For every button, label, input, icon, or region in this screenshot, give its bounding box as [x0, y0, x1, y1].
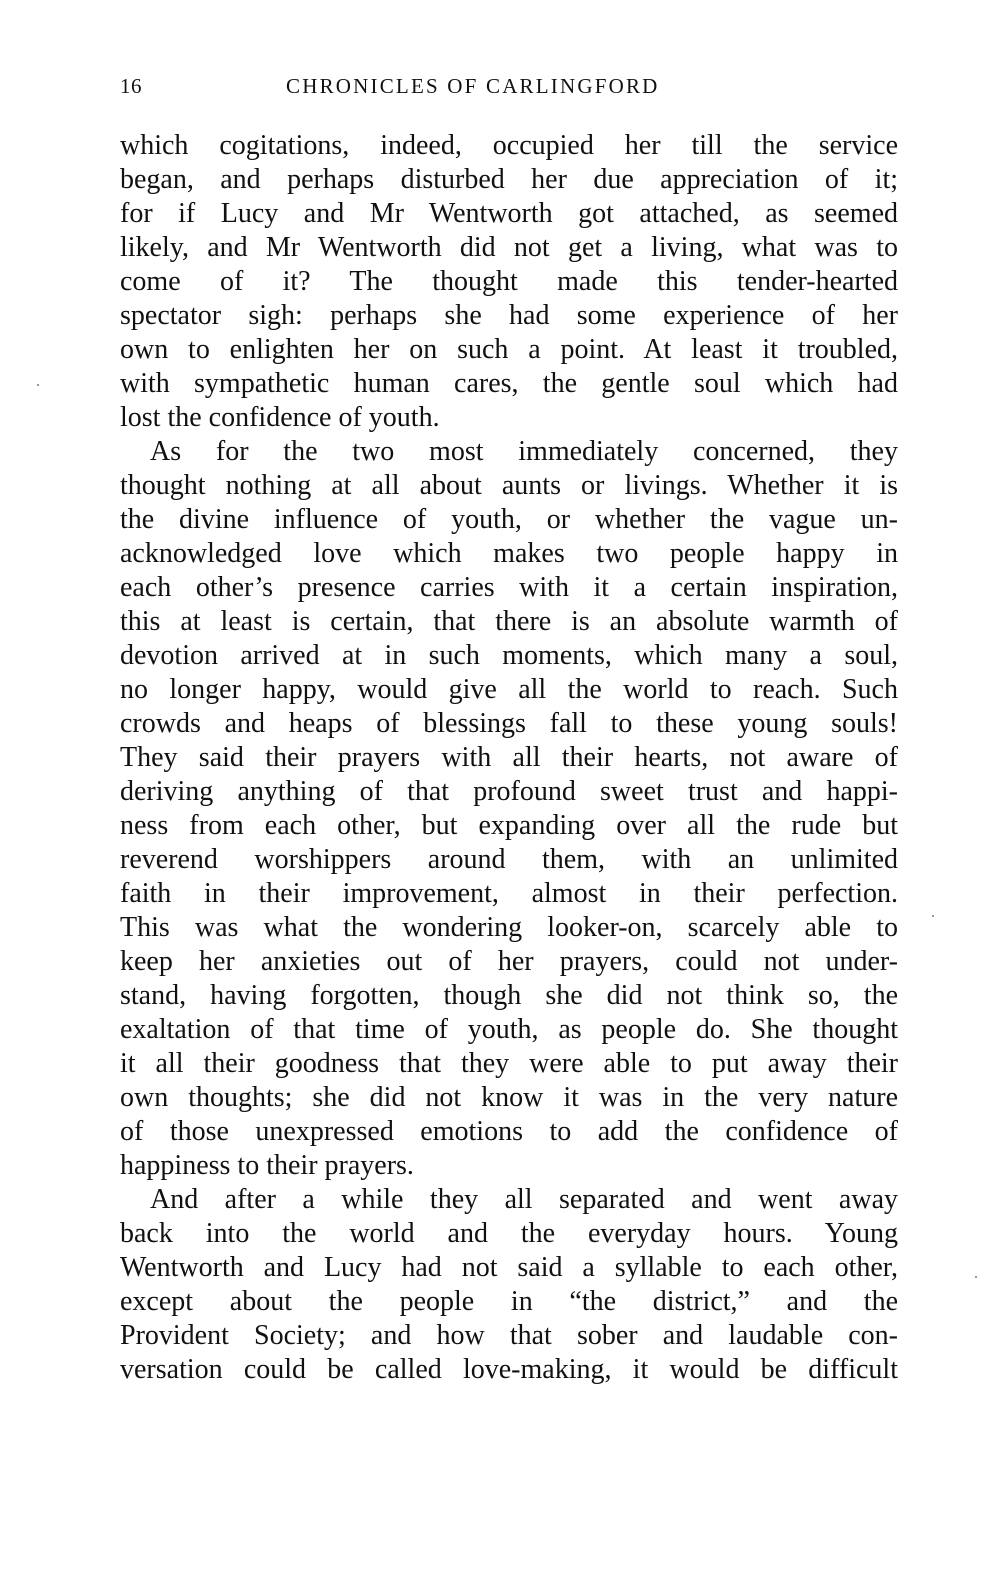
text-line: each other’s presence carries with it a certain inspiration, — [120, 572, 898, 603]
text-line: faith in their improvement, almost in their perfection. — [120, 878, 898, 909]
text-line: This was what the wondering looker-on, scarcely able to — [120, 912, 898, 943]
text-line: back into the world and the everyday hours. Young — [120, 1218, 898, 1249]
text-line: keep her anxieties out of her prayers, could not under- — [120, 946, 898, 977]
text-line: And after a while they all separated and went away — [150, 1184, 898, 1215]
text-line: come of it? The thought made this tender-hearted — [120, 266, 898, 297]
text-line: stand, having forgotten, though she did not think so, the — [120, 980, 898, 1011]
text-line: happiness to their prayers. — [120, 1150, 414, 1181]
text-line: which cogitations, indeed, occupied her till the service — [120, 130, 898, 161]
text-line: began, and perhaps disturbed her due appreciation of it; — [120, 164, 898, 195]
text-line: for if Lucy and Mr Wentworth got attached, as seemed — [120, 198, 898, 229]
text-line: of those unexpressed emotions to add the confidence of — [120, 1116, 898, 1147]
text-line: likely, and Mr Wentworth did not get a living, what was to — [120, 232, 898, 263]
text-line: with sympathetic human cares, the gentle soul which had — [120, 368, 898, 399]
text-line: reverend worshippers around them, with an unlimited — [120, 844, 898, 875]
text-line: it all their goodness that they were able to put away their — [120, 1048, 898, 1079]
text-line: versation could be called love-making, it would be difficult — [120, 1354, 898, 1385]
text-line: own to enlighten her on such a point. At least it troubled, — [120, 334, 898, 365]
text-line: the divine influence of youth, or whether the vague un- — [120, 504, 898, 535]
text-line: this at least is certain, that there is an absolute warmth of — [120, 606, 898, 637]
text-line: Wentworth and Lucy had not said a syllable to each other, — [120, 1252, 898, 1283]
text-line: thought nothing at all about aunts or livings. Whether it is — [120, 470, 898, 501]
running-title: CHRONICLES OF CARLINGFORD — [286, 74, 660, 98]
text-line: As for the two most immediately concerned, they — [150, 436, 898, 467]
text-line: own thoughts; she did not know it was in the very nature — [120, 1082, 898, 1113]
text-line: They said their prayers with all their hearts, not aware of — [120, 742, 898, 773]
text-line: lost the confidence of youth. — [120, 402, 440, 433]
text-line: deriving anything of that profound sweet trust and happi- — [120, 776, 898, 807]
text-line: devotion arrived at in such moments, which many a soul, — [120, 640, 898, 671]
body-text — [120, 129, 898, 1387]
text-line: ness from each other, but expanding over all the rude but — [120, 810, 898, 841]
scan-speck — [932, 915, 934, 917]
scan-speck — [37, 384, 39, 386]
text-line: no longer happy, would give all the world to reach. Such — [120, 674, 898, 705]
text-line: crowds and heaps of blessings fall to these young souls! — [120, 708, 898, 739]
text-line: except about the people in “the district,” and the — [120, 1286, 898, 1317]
scan-speck — [975, 1276, 977, 1278]
text-line: spectator sigh: perhaps she had some experience of her — [120, 300, 898, 331]
page-number: 16 — [120, 74, 142, 98]
text-line: Provident Society; and how that sober and laudable con- — [120, 1320, 898, 1351]
text-line: exaltation of that time of youth, as people do. She thought — [120, 1014, 898, 1045]
running-header — [120, 74, 900, 104]
text-line: acknowledged love which makes two people happy in — [120, 538, 898, 569]
